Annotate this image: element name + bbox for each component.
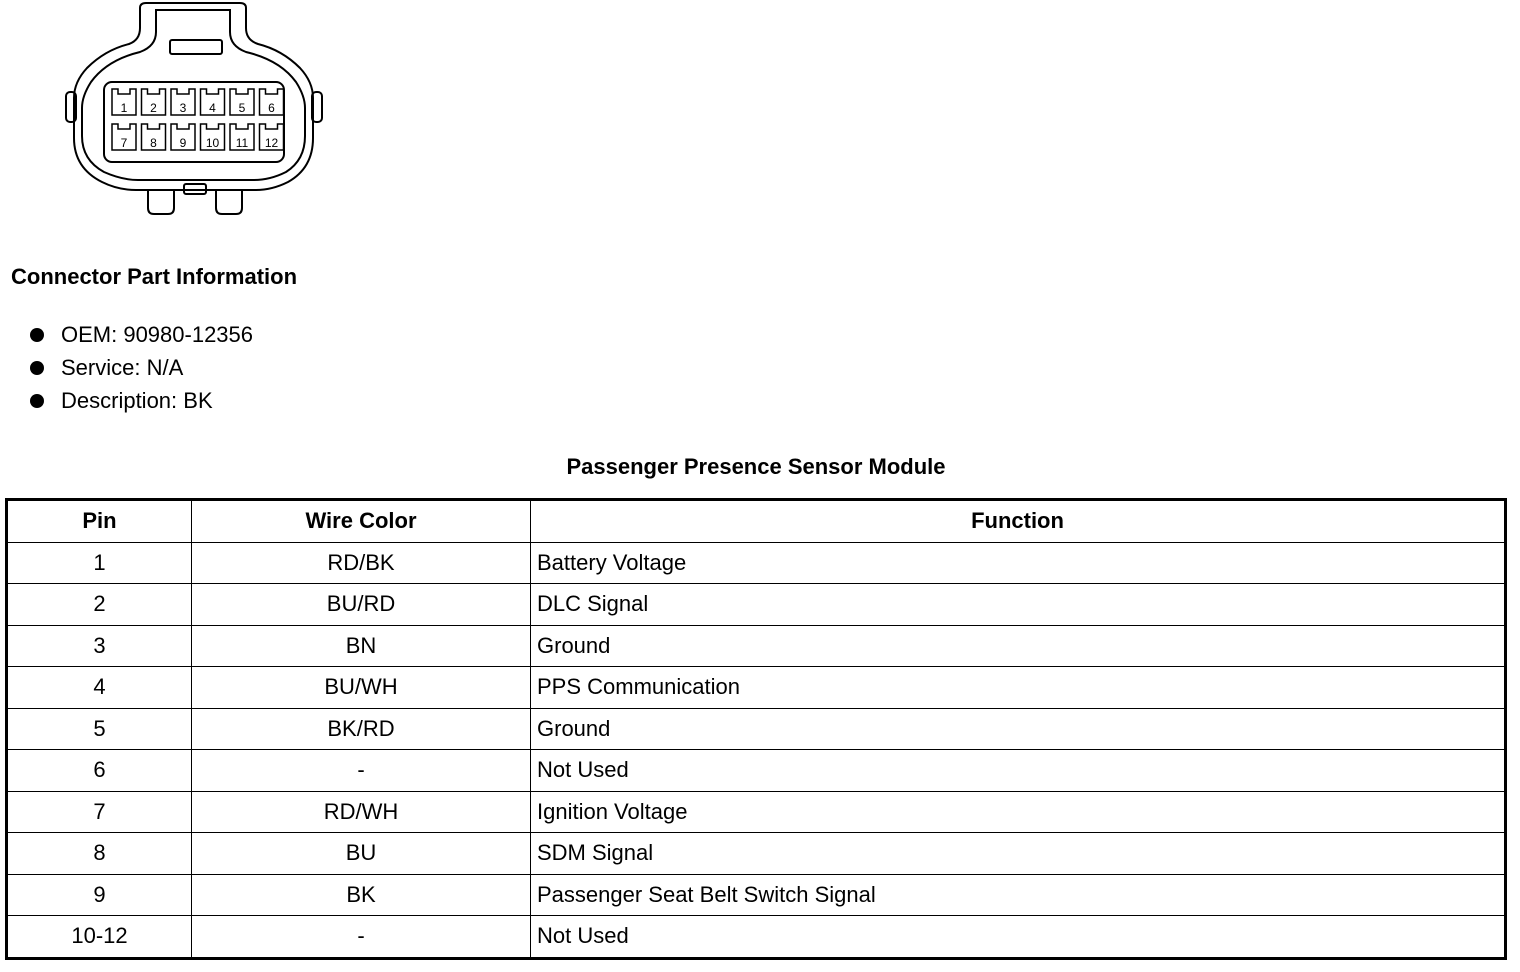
table-row	[7, 584, 1506, 626]
wire-color-cell: BK/RD	[192, 708, 531, 750]
pin-number-label: 1	[120, 101, 128, 115]
pin-cell: 1	[7, 542, 192, 584]
wire-color-cell: -	[192, 916, 531, 959]
table-row	[7, 916, 1506, 959]
table-row	[7, 542, 1506, 584]
connector-inner-outline	[82, 10, 305, 180]
pin-cell: 7	[7, 791, 192, 833]
part-info-list	[30, 318, 253, 417]
table-row	[7, 833, 1506, 875]
function-cell: Not Used	[531, 750, 1506, 792]
table-row	[7, 874, 1506, 916]
pin-cell: 2	[7, 584, 192, 626]
pin-number-label: 10	[205, 136, 220, 150]
wire-color-cell: BU/RD	[192, 584, 531, 626]
pin-number-label: 11	[235, 136, 249, 150]
list-item	[30, 351, 253, 384]
function-cell: Ground	[531, 625, 1506, 667]
pin-number-label: 12	[264, 136, 279, 150]
table-row	[7, 667, 1506, 709]
pin-number-label: 2	[150, 101, 157, 115]
table-row	[7, 791, 1506, 833]
pin-cell: 10-12	[7, 916, 192, 959]
wire-color-cell: BN	[192, 625, 531, 667]
connector-latch	[170, 40, 222, 54]
function-cell: Not Used	[531, 916, 1506, 959]
description-text: Description: BK	[61, 387, 213, 413]
oem-text: OEM: 90980-12356	[61, 321, 254, 347]
pin-cell: 9	[7, 874, 192, 916]
pin-number-label: 7	[120, 136, 128, 150]
pin-cell: 6	[7, 750, 192, 792]
bullet-icon	[30, 394, 44, 408]
connector-right-leg	[216, 190, 242, 214]
pin-number-label: 9	[179, 136, 187, 150]
pin-number-label: 6	[268, 101, 275, 115]
table-row	[7, 625, 1506, 667]
pin-number-label: 3	[179, 101, 187, 115]
pin-number-label: 8	[150, 136, 157, 150]
table-row	[7, 750, 1506, 792]
list-item	[30, 318, 253, 351]
pin-column-header: Pin	[7, 500, 192, 543]
function-cell: Ignition Voltage	[531, 791, 1506, 833]
wire-color-cell: RD/WH	[192, 791, 531, 833]
connector-part-info-title: Connector Part Information	[11, 264, 298, 289]
bullet-icon	[30, 328, 44, 342]
pin-cell: 3	[7, 625, 192, 667]
table-row	[7, 708, 1506, 750]
pin-number-label: 4	[209, 101, 216, 115]
pin-cell: 5	[7, 708, 192, 750]
wire-color-cell: RD/BK	[192, 542, 531, 584]
wire-color-cell: BU/WH	[192, 667, 531, 709]
pin-cell: 4	[7, 667, 192, 709]
function-cell: SDM Signal	[531, 833, 1506, 875]
function-column-header: Function	[531, 500, 1506, 543]
function-cell: PPS Communication	[531, 667, 1506, 709]
service-text: Service: N/A	[61, 354, 184, 380]
connector-face-diagram	[60, 0, 330, 220]
table-header-row	[7, 500, 1506, 543]
wire-color-cell: BU	[192, 833, 531, 875]
function-cell: Battery Voltage	[531, 542, 1506, 584]
function-cell: DLC Signal	[531, 584, 1506, 626]
list-item	[30, 384, 253, 417]
wire-color-cell: -	[192, 750, 531, 792]
function-cell: Passenger Seat Belt Switch Signal	[531, 874, 1506, 916]
function-cell: Ground	[531, 708, 1506, 750]
wire-color-cell: BK	[192, 874, 531, 916]
connector-left-leg	[148, 190, 174, 214]
wire-color-column-header: Wire Color	[192, 500, 531, 543]
pin-cell: 8	[7, 833, 192, 875]
bullet-icon	[30, 361, 44, 375]
pin-number-label: 5	[238, 101, 246, 115]
pinout-table	[5, 498, 1507, 960]
table-title: Passenger Presence Sensor Module	[566, 454, 946, 479]
